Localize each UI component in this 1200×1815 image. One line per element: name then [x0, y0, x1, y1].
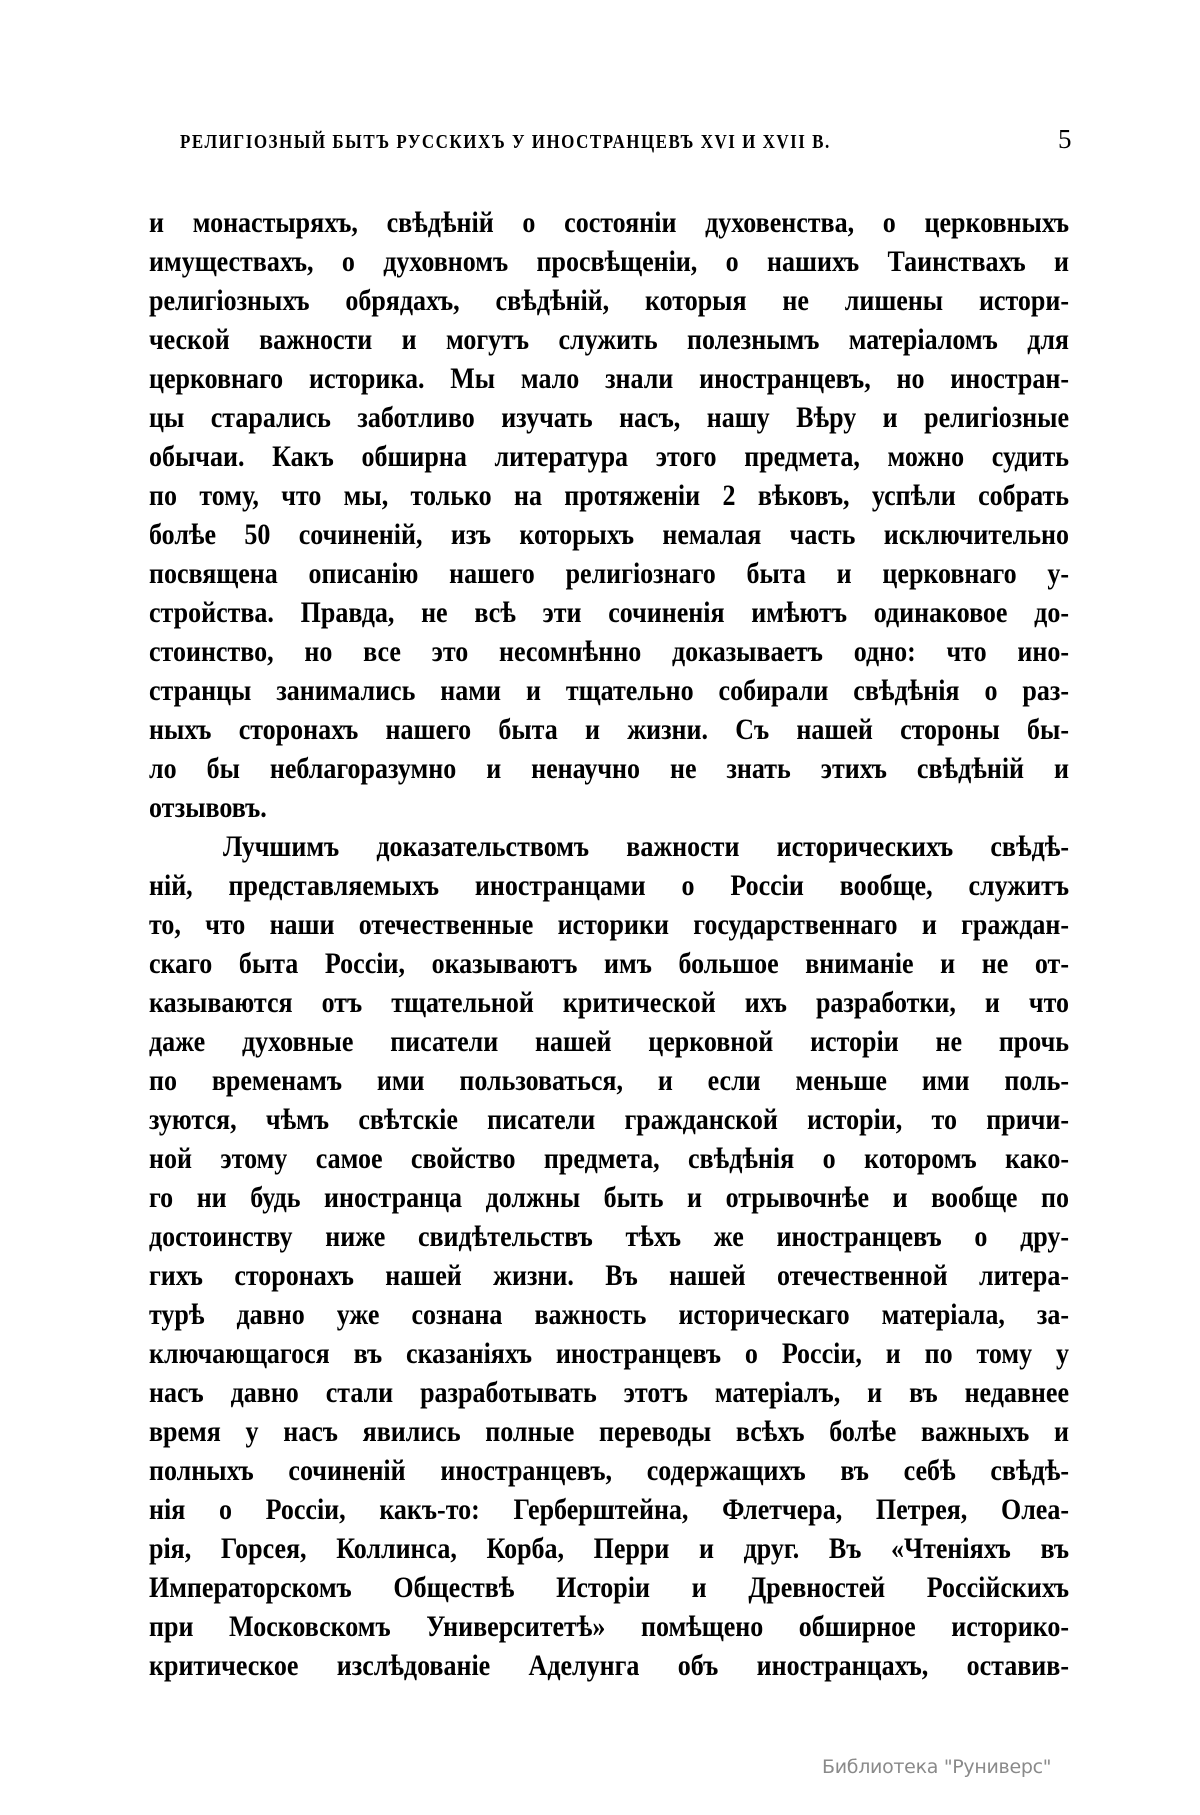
- text-line: при Московскомъ Университетѣ» помѣщено обширное историко-: [149, 1610, 1069, 1643]
- text-line: Императорскомъ Обществѣ Исторіи и Древностей Россійскихъ: [149, 1571, 1069, 1604]
- text-line: ло бы неблагоразумно и ненаучно не знать этихъ свѣдѣній и: [149, 752, 1069, 785]
- text-line: ключающагося въ сказаніяхъ иностранцевъ о Россіи, и по тому у: [149, 1337, 1069, 1370]
- paragraph: [149, 203, 1069, 827]
- text-line: по временамъ ими пользоваться, и если меньше ими поль-: [149, 1064, 1069, 1097]
- text-line: ныхъ сторонахъ нашего быта и жизни. Съ нашей стороны бы-: [149, 713, 1069, 746]
- text-line: ній, представляемыхъ иностранцами о Россіи вообще, служитъ: [149, 869, 1069, 902]
- paragraph: [149, 827, 1069, 1685]
- text-line: то, что наши отечественные историки государственнаго и граждан-: [149, 908, 1069, 941]
- text-line: обычаи. Какъ обширна литература этого предмета, можно судить: [149, 440, 1069, 473]
- text-line: по тому, что мы, только на протяженіи 2 вѣковъ, успѣли собрать: [149, 479, 1069, 512]
- text-line: рія, Горсея, Коллинса, Корба, Перри и друг. Въ «Чтеніяхъ въ: [149, 1532, 1069, 1565]
- text-line: насъ давно стали разработывать этотъ матеріалъ, и въ недавнее: [149, 1376, 1069, 1409]
- text-line: время у насъ явились полные переводы всѣхъ болѣе важныхъ и: [149, 1415, 1069, 1448]
- text-line: религіозныхъ обрядахъ, свѣдѣній, которыя не лишены истори-: [149, 284, 1069, 317]
- text-line: стройства. Правда, не всѣ эти сочиненія имѣютъ одинаковое до-: [149, 596, 1069, 629]
- running-head-title: РЕЛИГІОЗНЫЙ БЫТЪ РУССКИХЪ У ИНОСТРАНЦЕВЪ XVI И XVII В.: [180, 130, 831, 153]
- text-line: отзывовъ.: [149, 791, 267, 824]
- text-line: критическое изслѣдованіе Аделунга объ иностранцахъ, оставив-: [149, 1649, 1069, 1682]
- text-line: имуществахъ, о духовномъ просвѣщеніи, о нашихъ Таинствахъ и: [149, 245, 1069, 278]
- text-line: казываются отъ тщательной критической ихъ разработки, и что: [149, 986, 1069, 1019]
- text-line: ной этому самое свойство предмета, свѣдѣнія о которомъ како-: [149, 1142, 1069, 1175]
- text-line: цы старались заботливо изучать насъ, нашу Вѣру и религіозные: [149, 401, 1069, 434]
- text-line: Лучшимъ доказательствомъ важности историческихъ свѣдѣ-: [223, 830, 1069, 863]
- library-watermark: Библиотека "Руниверс": [822, 1756, 1052, 1778]
- text-line: странцы занимались нами и тщательно собирали свѣдѣнія о раз-: [149, 674, 1069, 707]
- text-line: даже духовные писатели нашей церковной исторіи не прочь: [149, 1025, 1069, 1058]
- text-line: болѣе 50 сочиненій, изъ которыхъ немалая часть исключительно: [149, 518, 1069, 551]
- text-line: зуются, чѣмъ свѣтскіе писатели гражданской исторіи, то причи-: [149, 1103, 1069, 1136]
- text-line: посвящена описанію нашего религіознаго быта и церковнаго у-: [149, 557, 1069, 590]
- text-line: го ни будь иностранца должны быть и отрывочнѣе и вообще по: [149, 1181, 1069, 1214]
- body-text: [149, 203, 1069, 1685]
- text-line: полныхъ сочиненій иностранцевъ, содержащихъ въ себѣ свѣдѣ-: [149, 1454, 1069, 1487]
- text-line: скаго быта Россіи, оказываютъ имъ большое вниманіе и не от-: [149, 947, 1069, 980]
- page-number: 5: [1058, 124, 1072, 154]
- text-line: гихъ сторонахъ нашей жизни. Въ нашей отечественной литера-: [149, 1259, 1069, 1292]
- text-line: ческой важности и могутъ служить полезнымъ матеріаломъ для: [149, 323, 1069, 356]
- text-line: церковнаго историка. Мы мало знали иностранцевъ, но иностран-: [149, 362, 1069, 395]
- text-line: нія о Россіи, какъ-то: Герберштейна, Флетчера, Петрея, Олеа-: [149, 1493, 1069, 1526]
- text-line: и монастыряхъ, свѣдѣній о состояніи духовенства, о церковныхъ: [149, 206, 1069, 239]
- text-line: достоинству ниже свидѣтельствъ тѣхъ же иностранцевъ о дру-: [149, 1220, 1069, 1253]
- text-line: стоинство, но все это несомнѣнно доказываетъ одно: что ино-: [149, 635, 1069, 668]
- text-line: турѣ давно уже сознана важность историческаго матеріала, за-: [149, 1298, 1069, 1331]
